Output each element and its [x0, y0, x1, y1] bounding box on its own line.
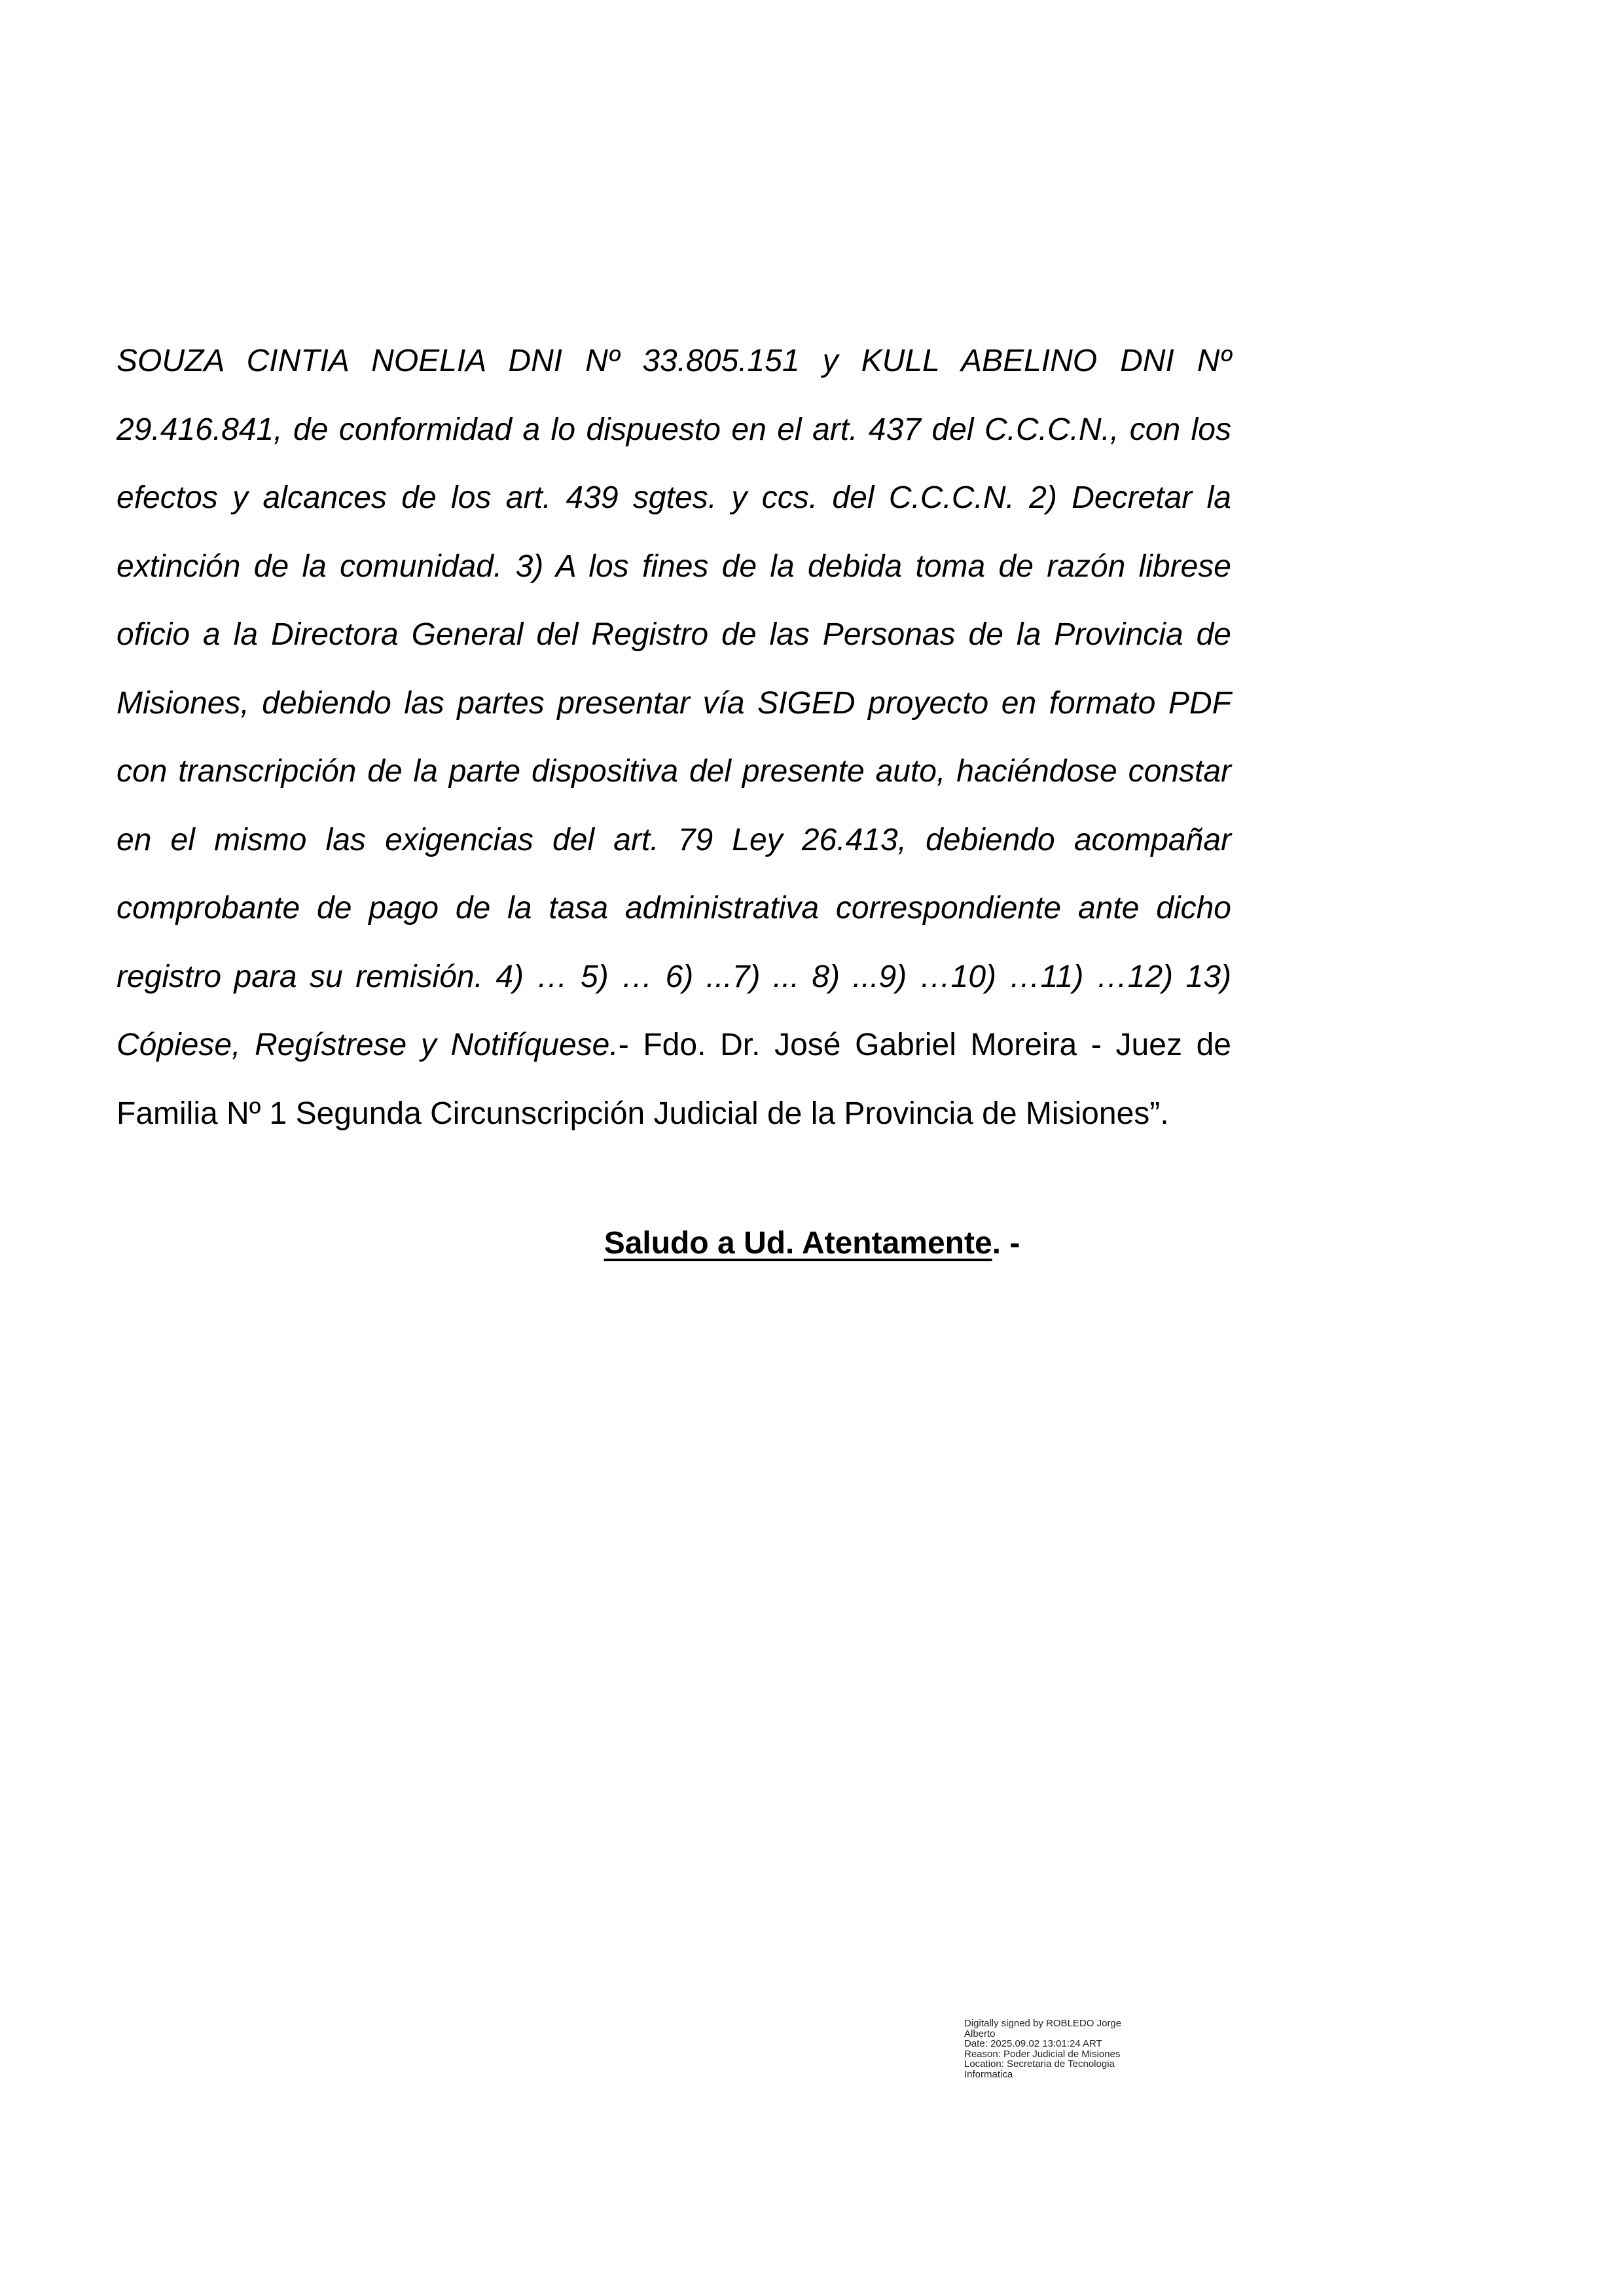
signature-line: Alberto	[964, 2028, 996, 2039]
signature-reason: Reason: Poder Judicial de Misiones	[964, 2048, 1121, 2060]
resolution-italic-text: SOUZA CINTIA NOELIA DNI Nº 33.805.151 y KULL ABELINO DNI Nº 29.416.841, de conformidad a lo dispuesto en el art. 437 del C.C.C.N., con los efectos y alcances de los art. 439 sgtes. y ccs. del C.C.C.N. 2) Decretar la extinción de la comunidad. 3) A los fines de la debida toma de razón librese oficio a la Directora General del Registro de las Personas de la Provincia de Misiones, debiendo las partes presentar vía SIGED proyecto en formato PDF con transcripción de la parte dispositiva del presente auto, haciéndose constar en el mismo las exigencias del art. 79 Ley 26.413, debiendo acompañar comprobante de pago de la tasa administrativa correspondiente ante dicho registro para su remisión. 4) … 5) … 6) ...7) ... 8) ...9) …10) …11) …12) 13) Cópiese, Regístrese y Notifíquese.	[117, 344, 1231, 1062]
signatory-text: - Fdo. Dr. José Gabriel Moreira - Juez de Familia Nº 1 Segunda Circunscripción Judicial de la Provincia de Misiones”.	[117, 1028, 1231, 1131]
closing-salutation	[0, 1210, 1624, 1278]
digital-signature-block	[964, 2018, 1167, 2079]
signature-line: Digitally signed by ROBLEDO Jorge	[964, 2018, 1122, 2029]
closing-salutation-text: Saludo a Ud. Atentamente	[604, 1226, 992, 1261]
signature-location: Location: Secretaria de Tecnologia	[964, 2058, 1115, 2070]
resolution-paragraph	[117, 327, 1231, 1148]
closing-salutation-suffix: . -	[992, 1226, 1020, 1261]
signature-line: Informatica	[964, 2068, 1013, 2080]
signature-date: Date: 2025.09.02 13:01:24 ART	[964, 2038, 1102, 2049]
